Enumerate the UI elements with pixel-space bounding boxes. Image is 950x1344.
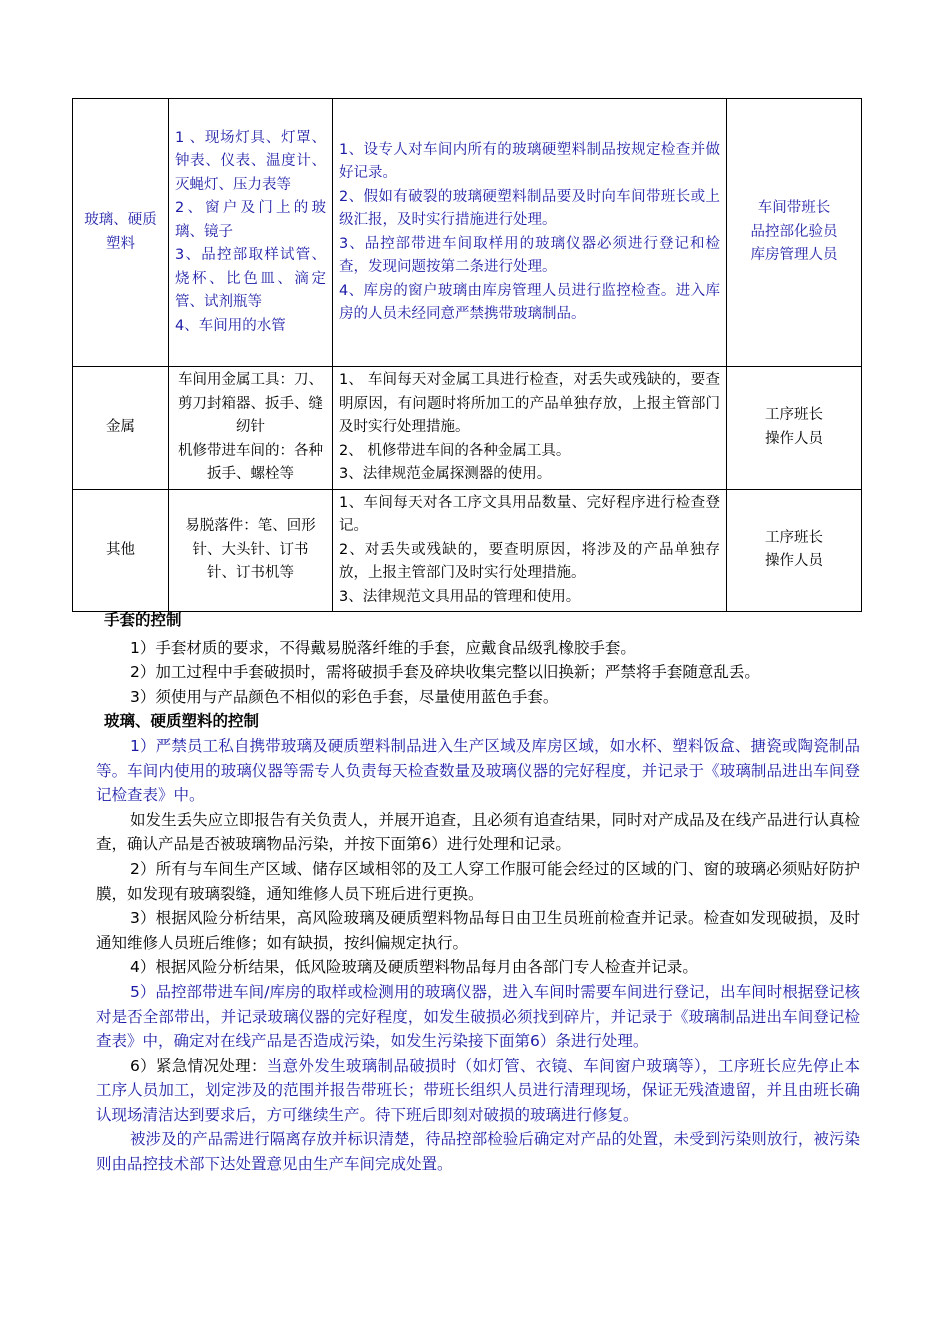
list-item: 3、法律规范文具用品的管理和使用。 <box>339 588 581 605</box>
list-item: 3、品控部带进车间取样用的玻璃仪器必须进行登记和检查，发现问题按第二条进行处理。 <box>339 235 720 275</box>
list-item: 2、假如有破裂的玻璃硬塑料制品要及时向车间带班长或上级汇报，及时实行措施进行处理。 <box>339 188 720 228</box>
responsible-person: 操作人员 <box>765 430 823 447</box>
gloves-heading: 手套的控制 <box>104 611 182 629</box>
emergency-text: 当意外发生玻璃制品破损时（如灯管、衣镜、车间窗户玻璃等），工序班长应先停止本工序人员加工，划定涉及的范围并报告带班长；带班长组织人员进行清理现场，保证无残渣遗留，并且由班长确认现场清洁达到要求后，方可继续生产。待下班后即刻对破损的玻璃进行修复。 <box>96 1056 860 1124</box>
responsible-cell <box>727 99 862 367</box>
glass-paragraph: 被涉及的产品需进行隔离存放并标识清楚，待品控部检验后确定对产品的处置，未受到污染则放行，被污染则由品控技术部下达处置意见由生产车间完成处置。 <box>96 1130 860 1174</box>
list-item: 易脱落件：笔、回形针、大头针、订书针、订书机等 <box>185 518 316 581</box>
responsible-person: 工序班长 <box>765 407 823 424</box>
measures-cell <box>333 489 727 612</box>
measures-cell <box>333 99 727 367</box>
glass-paragraph: 如发生丢失应立即报告有关负责人，并展开追查，且必须有追查结果，同时对产成品及在线产品进行认真检查，确认产品是否被玻璃物品污染，并按下面第6）进行处理和记录。 <box>96 810 860 854</box>
items-cell <box>169 367 333 490</box>
gloves-paragraph: 1）手套材质的要求，不得戴易脱落纤维的手套，应戴食品级乳橡胶手套。 <box>130 638 636 657</box>
list-item: 机修带进车间的：各种扳手、螺栓等 <box>178 442 323 482</box>
items-cell <box>169 489 333 612</box>
responsible-person: 车间带班长 <box>757 200 831 217</box>
list-item: 1、设专人对车间内所有的玻璃硬塑料制品按规定检查并做好记录。 <box>339 141 720 181</box>
list-item: 4、库房的窗户玻璃由库房管理人员进行监控检查。进入库房的人员未经同意严禁携带玻璃制品。 <box>339 282 720 322</box>
responsible-person: 库房管理人员 <box>750 247 838 264</box>
table-row <box>73 99 862 367</box>
table-row <box>73 489 862 612</box>
list-item: 4、车间用的水管 <box>175 317 286 334</box>
glass-paragraph: 4）根据风险分析结果，低风险玻璃及硬质塑料物品每月由各部门专人检查并记录。 <box>130 958 698 977</box>
responsible-cell <box>727 489 862 612</box>
responsible-person: 品控部化验员 <box>750 223 838 240</box>
responsible-cell <box>727 367 862 490</box>
list-item: 3、品控部取样试管、烧杯、比色皿、滴定管、试剂瓶等 <box>175 247 326 311</box>
gloves-paragraph: 3）须使用与产品颜色不相似的彩色手套，尽量使用蓝色手套。 <box>130 687 559 706</box>
list-item: 1、 车间每天对金属工具进行检查，对丢失或残缺的，要查明原因，有问题时将所加工的产品单独存放，上报主管部门及时实行处理措施。 <box>339 372 720 435</box>
category-cell: 金属 <box>73 367 169 490</box>
glass-paragraph: 2）所有与车间生产区域、储存区域相邻的及工人穿工作服可能会经过的区域的门、窗的玻璃必须贴好防护膜，如发现有玻璃裂缝，通知维修人员下班后进行更换。 <box>96 859 860 903</box>
emergency-label: 6）紧急情况处理： <box>130 1056 267 1075</box>
list-item: 2、 机修带进车间的各种金属工具。 <box>339 442 571 459</box>
measures-cell <box>333 367 727 490</box>
glass-paragraph <box>96 1054 860 1128</box>
glass-paragraph: 1）严禁员工私自携带玻璃及硬质塑料制品进入生产区域及库房区域，如水杯、塑料饭盒、搪瓷或陶瓷制品等。车间内使用的玻璃仪器等需专人负责每天检查数量及玻璃仪器的完好程度，并记录于《玻璃制品进出车间登记检查表》中。 <box>96 736 860 805</box>
control-table <box>72 98 862 612</box>
list-item: 1、车间每天对各工序文具用品数量、完好程序进行检查登记。 <box>339 494 720 534</box>
glass-paragraph: 5）品控部带进车间/库房的取样或检测用的玻璃仪器，进入车间时需要车间进行登记，出车间时根据登记核对是否全部带出，并记录玻璃仪器的完好程度，如发生破损必须找到碎片，并记录于《玻璃制品进出车间登记检查表》中，确定对在线产品是否造成污染，如发生污染接下面第6）条进行处理。 <box>96 982 860 1051</box>
glass-paragraph: 3）根据风险分析结果，高风险玻璃及硬质塑料物品每日由卫生员班前检查并记录。检查如发现破损，及时通知维修人员班后维修；如有缺损，按纠偏规定执行。 <box>96 909 860 952</box>
items-cell <box>169 99 333 367</box>
responsible-person: 操作人员 <box>765 553 823 570</box>
gloves-paragraph: 2）加工过程中手套破损时，需将破损手套及碎块收集完整以旧换新；严禁将手套随意乱丢。 <box>130 663 760 682</box>
list-item: 2、对丢失或残缺的，要查明原因，将涉及的产品单独存放，上报主管部门及时实行处理措施。 <box>339 541 720 581</box>
list-item: 1 、现场灯具、灯罩、钟表、仪表、温度计、灭蝇灯、压力表等 <box>175 129 326 193</box>
category-cell: 其他 <box>73 489 169 612</box>
list-item: 车间用金属工具：刀、剪刀封箱器、扳手、缝纫针 <box>178 372 323 435</box>
responsible-person: 工序班长 <box>765 529 823 546</box>
glass-heading: 玻璃、硬质塑料的控制 <box>104 712 260 731</box>
document-body <box>96 608 860 1177</box>
table-row <box>73 367 862 490</box>
category-cell: 玻璃、硬质塑料 <box>73 99 169 367</box>
list-item: 2、窗户及门上的玻璃、镜子 <box>175 200 326 240</box>
list-item: 3、法律规范金属探测器的使用。 <box>339 466 552 482</box>
